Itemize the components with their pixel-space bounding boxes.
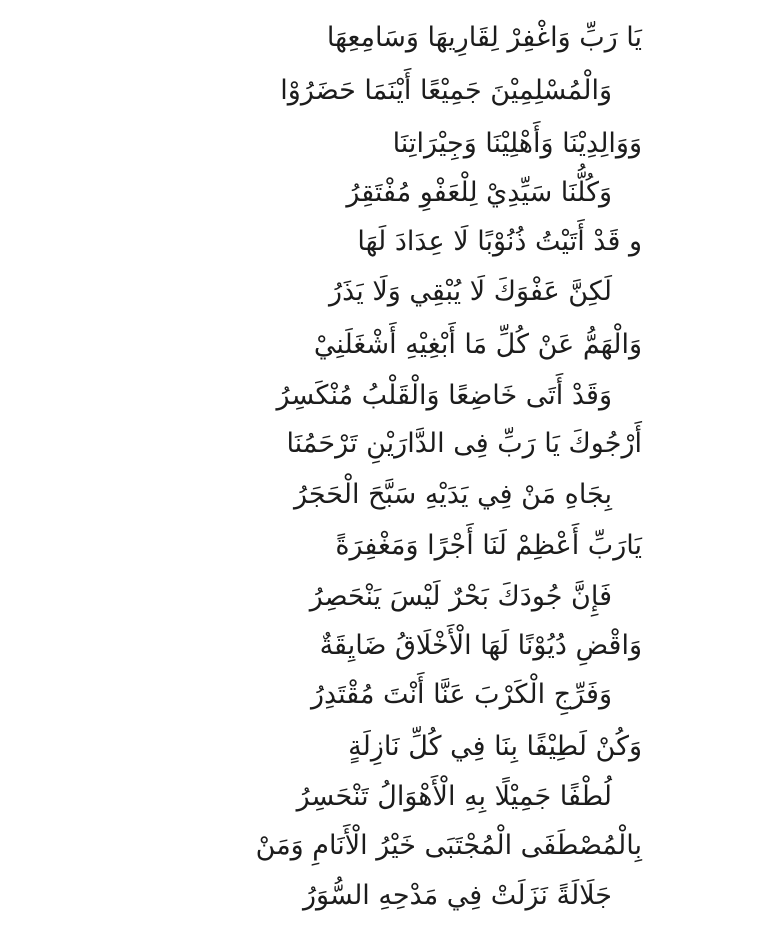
poem-line-9: أَرْجُوكَ يَا رَبِّ فِى الدَّارَيْنِ تَرْحَمُنَا bbox=[286, 428, 642, 459]
poem-line-16: لُطْفًا جَمِيْلًا بِهِ الْأَهْوَالُ تَنْحَسِرُ bbox=[296, 781, 612, 812]
poem-line-1: يَا رَبِّ وَاغْفِرْ لِقَارِيهَا وَسَامِعِهَا bbox=[326, 22, 642, 53]
poem-line-4: وَكُلُّنَا سَيِّدِيْ لِلْعَفْوِ مُفْتَقِرُ bbox=[346, 177, 612, 208]
poem-line-8: وَقَدْ أَتَى خَاضِعًا وَالْقَلْبُ مُنْكَسِرُ bbox=[276, 380, 612, 411]
poem-line-13: وَاقْضِ دُيُوْنًا لَهَا الْأَخْلَاقُ ضَايِقَةٌ bbox=[319, 630, 642, 661]
poem-line-17: بِالْمُصْطَفَى الْمُجْتَبَى خَيْرُ الْأَنَامِ وَمَنْ bbox=[255, 830, 642, 861]
poem-line-3: وَوَالِدِيْنَا وَأَهْلِيْنَا وَجِيْرَاتِنَا bbox=[392, 128, 642, 159]
poem-line-15: وَكُنْ لَطِيْفًا بِنَا فِي كُلِّ نَازِلَةٍ bbox=[348, 731, 642, 762]
poem-line-7: وَالْهَمُّ عَنْ كُلِّ مَا أَبْغِيْهِ أَشْغَلَنِيْ bbox=[313, 329, 642, 360]
poem-line-11: يَارَبِّ أَعْظِمْ لَنَا أَجْرًا وَمَغْفِرَةً bbox=[335, 530, 642, 561]
poem-line-2: وَالْمُسْلِمِيْنَ جَمِيْعًا أَيْنَمَا حَضَرُوْا bbox=[280, 75, 612, 106]
poem-line-18: جَلَالَةً نَزَلَتْ فِي مَدْحِهِ السُّوَرُ bbox=[303, 880, 612, 911]
poem-line-10: بِجَاهِ مَنْ فِي يَدَيْهِ سَبَّحَ الْحَجَرُ bbox=[293, 479, 612, 510]
poem-line-5: و قَدْ أَتَيْتُ ذُنُوْبًا لَا عِدَادَ لَهَا bbox=[357, 226, 642, 257]
poem-line-14: وَفَرِّجِ الْكَرْبَ عَنَّا أَنْتَ مُقْتَدِرُ bbox=[310, 679, 612, 710]
poem-line-6: لَكِنَّ عَفْوَكَ لَا يُبْقِي وَلَا يَذَرُ bbox=[329, 276, 612, 307]
poem-line-12: فَإِنَّ جُودَكَ بَحْرٌ لَيْسَ يَنْحَصِرُ bbox=[309, 581, 612, 612]
